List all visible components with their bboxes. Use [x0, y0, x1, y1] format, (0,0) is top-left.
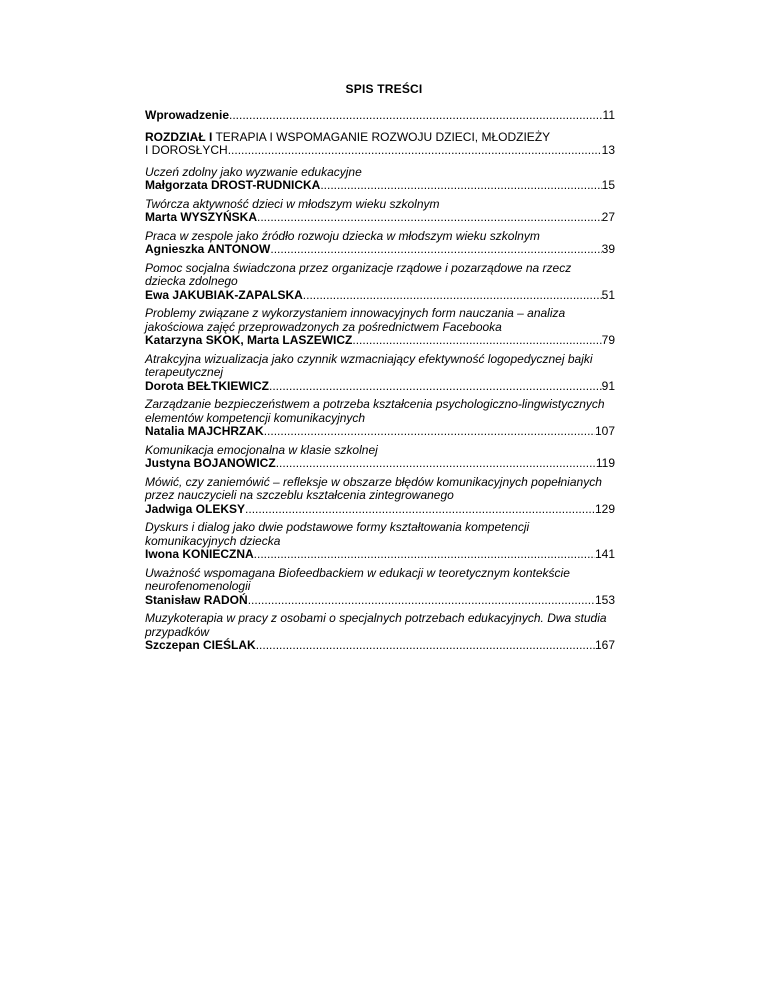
- leader-line: [145, 243, 615, 257]
- leader-line: [145, 548, 615, 562]
- table-of-contents: [145, 109, 615, 658]
- dot-leader: [254, 548, 595, 562]
- toc-entry[interactable]: [145, 567, 615, 608]
- toc-entry[interactable]: [145, 262, 615, 303]
- page-number: 91: [601, 378, 615, 393]
- dot-leader: [270, 243, 601, 257]
- page-number: 13: [601, 143, 615, 157]
- entry-author: Iwona KONIECZNA: [145, 547, 254, 561]
- leader-line: [145, 425, 615, 439]
- dot-leader: [352, 334, 601, 348]
- page-number: 167: [594, 638, 615, 652]
- entry-title: Pomoc socjalna świadczona przez organizacje rządowe i pozarządowe na rzecz dziecka zdolnego: [145, 260, 572, 288]
- toc-entry[interactable]: [145, 198, 615, 225]
- dot-leader: [245, 503, 595, 517]
- entry-author: Katarzyna SKOK, Marta LASZEWICZ: [145, 333, 353, 347]
- entry-author: Justyna BOJANOWICZ: [145, 456, 276, 470]
- entry-title: Mówić, czy zaniemówić – refleksje w obszarze błędów komunikacyjnych popełnianych przez nauczycieli na szczeblu kształcenia zintegrowanego: [145, 474, 602, 502]
- leader-line: [145, 144, 615, 158]
- page-number: 51: [601, 287, 615, 302]
- chapter-title-cont: I DOROSŁYCH: [145, 143, 228, 157]
- toc-entry[interactable]: [145, 398, 615, 439]
- entry-author: Marta WYSZYŃSKA: [145, 210, 258, 224]
- toc-entry[interactable]: [145, 230, 615, 257]
- leader-line: [145, 594, 615, 608]
- leader-line: [145, 457, 615, 471]
- page-number: 141: [594, 547, 615, 561]
- entry-title: Problemy związane z wykorzystaniem innowacyjnych form nauczania – analiza jakościowa zajęć przeprowadzonych za pośrednictwem Facebooka: [145, 306, 566, 334]
- toc-entry-introduction[interactable]: [145, 109, 615, 123]
- entry-title: Atrakcyjna wizualizacja jako czynnik wzmacniający efektywność logopedycznej bajki terapeutycznej: [145, 351, 593, 379]
- dot-leader: [229, 109, 603, 123]
- toc-entry[interactable]: [145, 612, 615, 653]
- entry-title: Muzykoterapia w pracy z osobami o specjalnych potrzebach edukacyjnych. Dwa studia przypadków: [145, 611, 607, 639]
- page-number: 39: [601, 242, 615, 256]
- entry-author: Dorota BEŁTKIEWICZ: [145, 378, 269, 393]
- leader-line: [145, 639, 615, 653]
- dot-leader: [320, 179, 601, 193]
- page-number: 15: [601, 178, 615, 192]
- toc-entry[interactable]: [145, 307, 615, 348]
- entry-title: Zarządzanie bezpieczeństwem a potrzeba kształcenia psychologiczno-lingwistycznych elementów kompetencji komunikacyjnych: [145, 397, 605, 425]
- dot-leader: [269, 380, 602, 394]
- entry-title: Dyskurs i dialog jako dwie podstawowe formy kształtowania kompetencji komunikacyjnych dziecka: [145, 520, 530, 548]
- page-number: 153: [594, 592, 615, 607]
- dot-leader: [228, 144, 602, 158]
- leader-line: [145, 179, 615, 193]
- entry-title: Praca w zespole jako źródło rozwoju dziecka w młodszym wieku szkolnym: [145, 228, 540, 243]
- entry-author: Małgorzata DROST-RUDNICKA: [145, 178, 321, 192]
- dot-leader: [303, 289, 602, 303]
- leader-line: [145, 334, 615, 348]
- leader-line: [145, 109, 615, 123]
- dot-leader: [264, 425, 595, 439]
- entry-title: Twórcza aktywność dzieci w młodszym wieku szkolnym: [145, 196, 440, 211]
- toc-entry[interactable]: [145, 521, 615, 562]
- chapter-title: TERAPIA I WSPOMAGANIE ROZWOJU DZIECI, MŁODZIEŻY: [215, 129, 551, 144]
- chapter-heading: [145, 131, 615, 145]
- entry-author: Szczepan CIEŚLAK: [145, 638, 256, 652]
- page-number: 27: [601, 210, 615, 224]
- chapter-label: ROZDZIAŁ I: [145, 129, 213, 144]
- entry-title: Komunikacja emocjonalna w klasie szkolnej: [145, 442, 378, 457]
- toc-entry[interactable]: [145, 476, 615, 517]
- page-title: SPIS TREŚCI: [345, 82, 423, 96]
- dot-leader: [257, 211, 602, 225]
- leader-line: [145, 289, 615, 303]
- entry-title: Uczeń zdolny jako wyzwanie edukacyjne: [145, 164, 362, 179]
- entry-author: Ewa JAKUBIAK-ZAPALSKA: [145, 287, 303, 302]
- page-number: 119: [595, 456, 615, 470]
- entry-author: Jadwiga OLEKSY: [145, 501, 246, 516]
- entry-title: Uważność wspomagana Biofeedbackiem w edukacji w teoretycznym kontekście neurofenomenologii: [145, 565, 570, 593]
- dot-leader: [248, 594, 595, 608]
- entry-author: Agnieszka ANTONOW: [145, 242, 271, 256]
- page-number: 129: [594, 501, 615, 516]
- dot-leader: [256, 639, 595, 653]
- toc-entry[interactable]: [145, 444, 615, 471]
- leader-line: [145, 211, 615, 225]
- leader-line: [145, 380, 615, 394]
- page-number: 79: [601, 333, 615, 347]
- page-number: 107: [594, 424, 615, 438]
- toc-entry[interactable]: [145, 166, 615, 193]
- dot-leader: [276, 457, 596, 471]
- toc-entry-chapter[interactable]: [145, 131, 615, 158]
- leader-line: [145, 503, 615, 517]
- toc-entry[interactable]: [145, 353, 615, 394]
- entry-label: Wprowadzenie: [145, 108, 230, 122]
- entry-author: Stanisław RADOŃ: [145, 592, 248, 607]
- page-number: 11: [602, 108, 615, 122]
- entry-author: Natalia MAJCHRZAK: [145, 424, 264, 438]
